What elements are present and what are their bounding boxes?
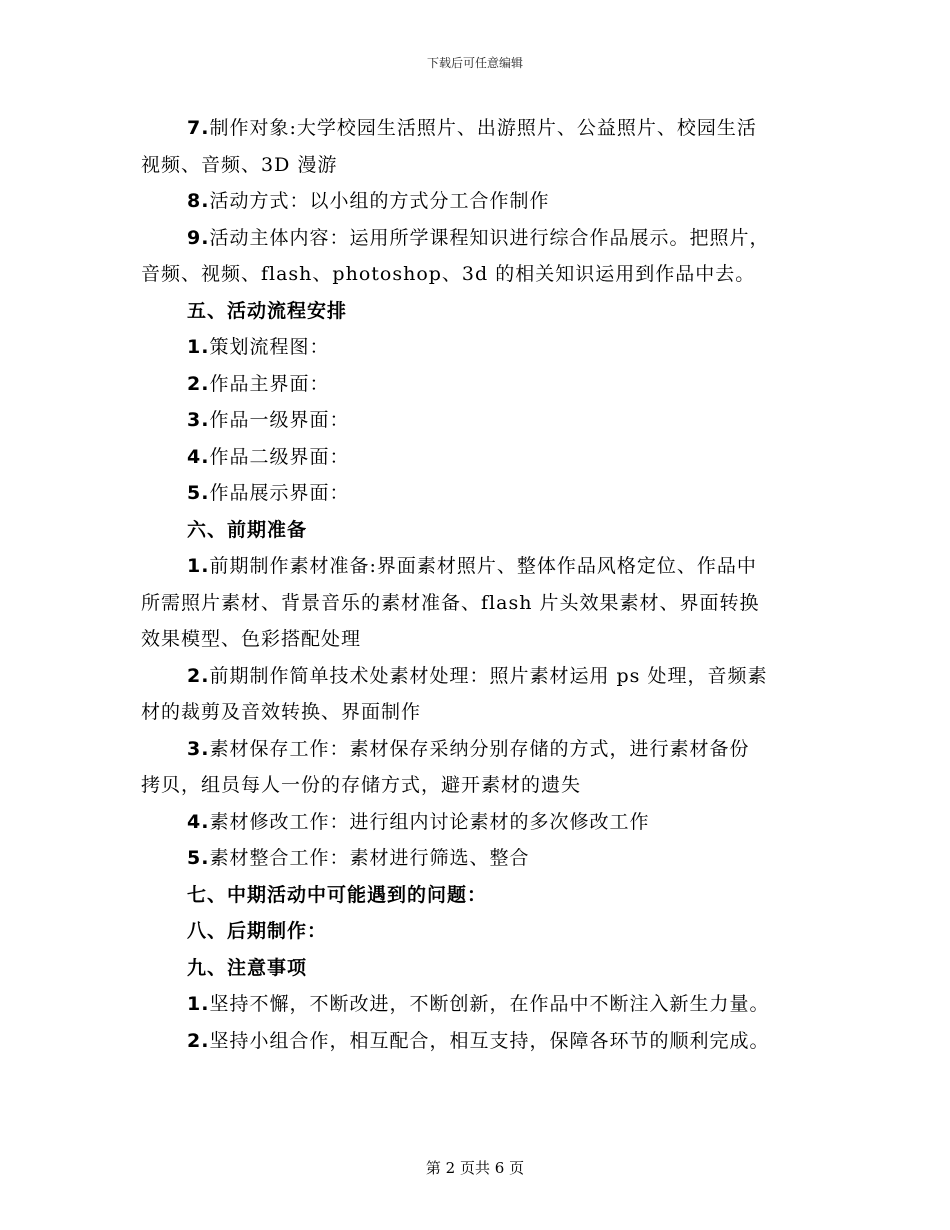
item-number: 4. <box>187 810 210 833</box>
s6-item-3-line-2: 拷贝，组员每人一份的存储方式，避开素材的遗失 <box>141 774 582 796</box>
item-number: 3. <box>187 409 210 431</box>
s5-item-1 <box>141 329 816 366</box>
s6-item-4 <box>141 804 816 841</box>
s6-item-1-line-2: 所需照片素材、背景音乐的素材准备、flash 片头效果素材、界面转换 <box>141 591 760 614</box>
item-text: 作品展示界面： <box>209 482 350 504</box>
s6-item-5 <box>141 840 816 877</box>
s5-item-4 <box>141 439 816 476</box>
s6-item-3-line-1 <box>141 731 816 768</box>
item-number: 2. <box>187 1029 210 1052</box>
item-text: 活动方式：以小组的方式分工合作制作 <box>209 190 550 212</box>
section-heading-7: 七、中期活动中可能遇到的问题： <box>187 883 488 906</box>
item-7-line-2: 视频、音频、3D 漫游 <box>141 153 338 176</box>
s9-item-1 <box>141 986 816 1023</box>
item-text: 策划流程图： <box>209 336 330 358</box>
item-number: 1. <box>187 993 210 1015</box>
item-text: 作品二级界面： <box>209 445 350 468</box>
page-footer: 第 2 页共 6 页 <box>425 1159 525 1177</box>
item-number: 5. <box>187 847 210 869</box>
section-heading-6: 六、前期准备 <box>187 518 308 541</box>
item-9-line-2: 音频、视频、flash、photoshop、3d 的相关知识运用到作品中去。 <box>141 263 756 285</box>
s6-item-1-line-3: 效果模型、色彩搭配处理 <box>141 628 362 650</box>
section-heading-8: 八、后期制作： <box>187 920 328 942</box>
item-number: 5. <box>187 482 210 504</box>
item-8 <box>141 183 816 220</box>
item-number: 1. <box>187 555 210 577</box>
item-number: 8. <box>187 190 210 212</box>
s5-item-5 <box>141 475 816 512</box>
item-text: 前期制作简单技术处素材处理：照片素材运用 ps 处理，音频素 <box>209 664 768 687</box>
section-heading-5: 五、活动流程安排 <box>187 299 348 322</box>
item-number: 4. <box>187 445 210 468</box>
item-text: 坚持不懈，不断改进，不断创新，在作品中不断注入新生力量。 <box>209 993 770 1015</box>
item-text: 素材修改工作：进行组内讨论素材的多次修改工作 <box>209 810 650 833</box>
item-text: 活动主体内容：运用所学课程知识进行综合作品展示。把照片， <box>209 226 770 249</box>
document-body <box>141 110 816 1059</box>
item-text: 坚持小组合作，相互配合，相互支持，保障各环节的顺利完成。 <box>209 1029 770 1052</box>
item-9-line-1 <box>141 220 816 257</box>
s6-item-2-line-2: 材的裁剪及音效转换、界面制作 <box>141 701 422 723</box>
s9-item-2 <box>141 1023 816 1060</box>
item-number: 3. <box>187 737 210 760</box>
s6-item-2-line-1 <box>141 658 816 695</box>
item-number: 2. <box>187 372 210 395</box>
item-text: 素材整合工作：素材进行筛选、整合 <box>209 847 530 869</box>
item-text: 制作对象:大学校园生活照片、出游照片、公益照片、校园生活 <box>209 117 757 139</box>
item-number: 1. <box>187 336 210 358</box>
section-heading-9: 九、注意事项 <box>187 956 308 979</box>
page-header: 下载后可任意编辑 <box>426 56 523 70</box>
s5-item-2 <box>141 366 816 403</box>
item-number: 2. <box>187 664 210 687</box>
s5-item-3 <box>141 402 816 439</box>
item-text: 素材保存工作：素材保存采纳分别存储的方式，进行素材备份 <box>209 737 750 760</box>
item-number: 9. <box>187 226 210 249</box>
item-text: 前期制作素材准备:界面素材照片、整体作品风格定位、作品中 <box>209 555 757 577</box>
item-7-line-1 <box>141 110 816 147</box>
item-number: 7. <box>187 117 210 139</box>
item-text: 作品主界面： <box>209 372 330 395</box>
item-text: 作品一级界面： <box>209 409 350 431</box>
s6-item-1-line-1 <box>141 548 816 585</box>
